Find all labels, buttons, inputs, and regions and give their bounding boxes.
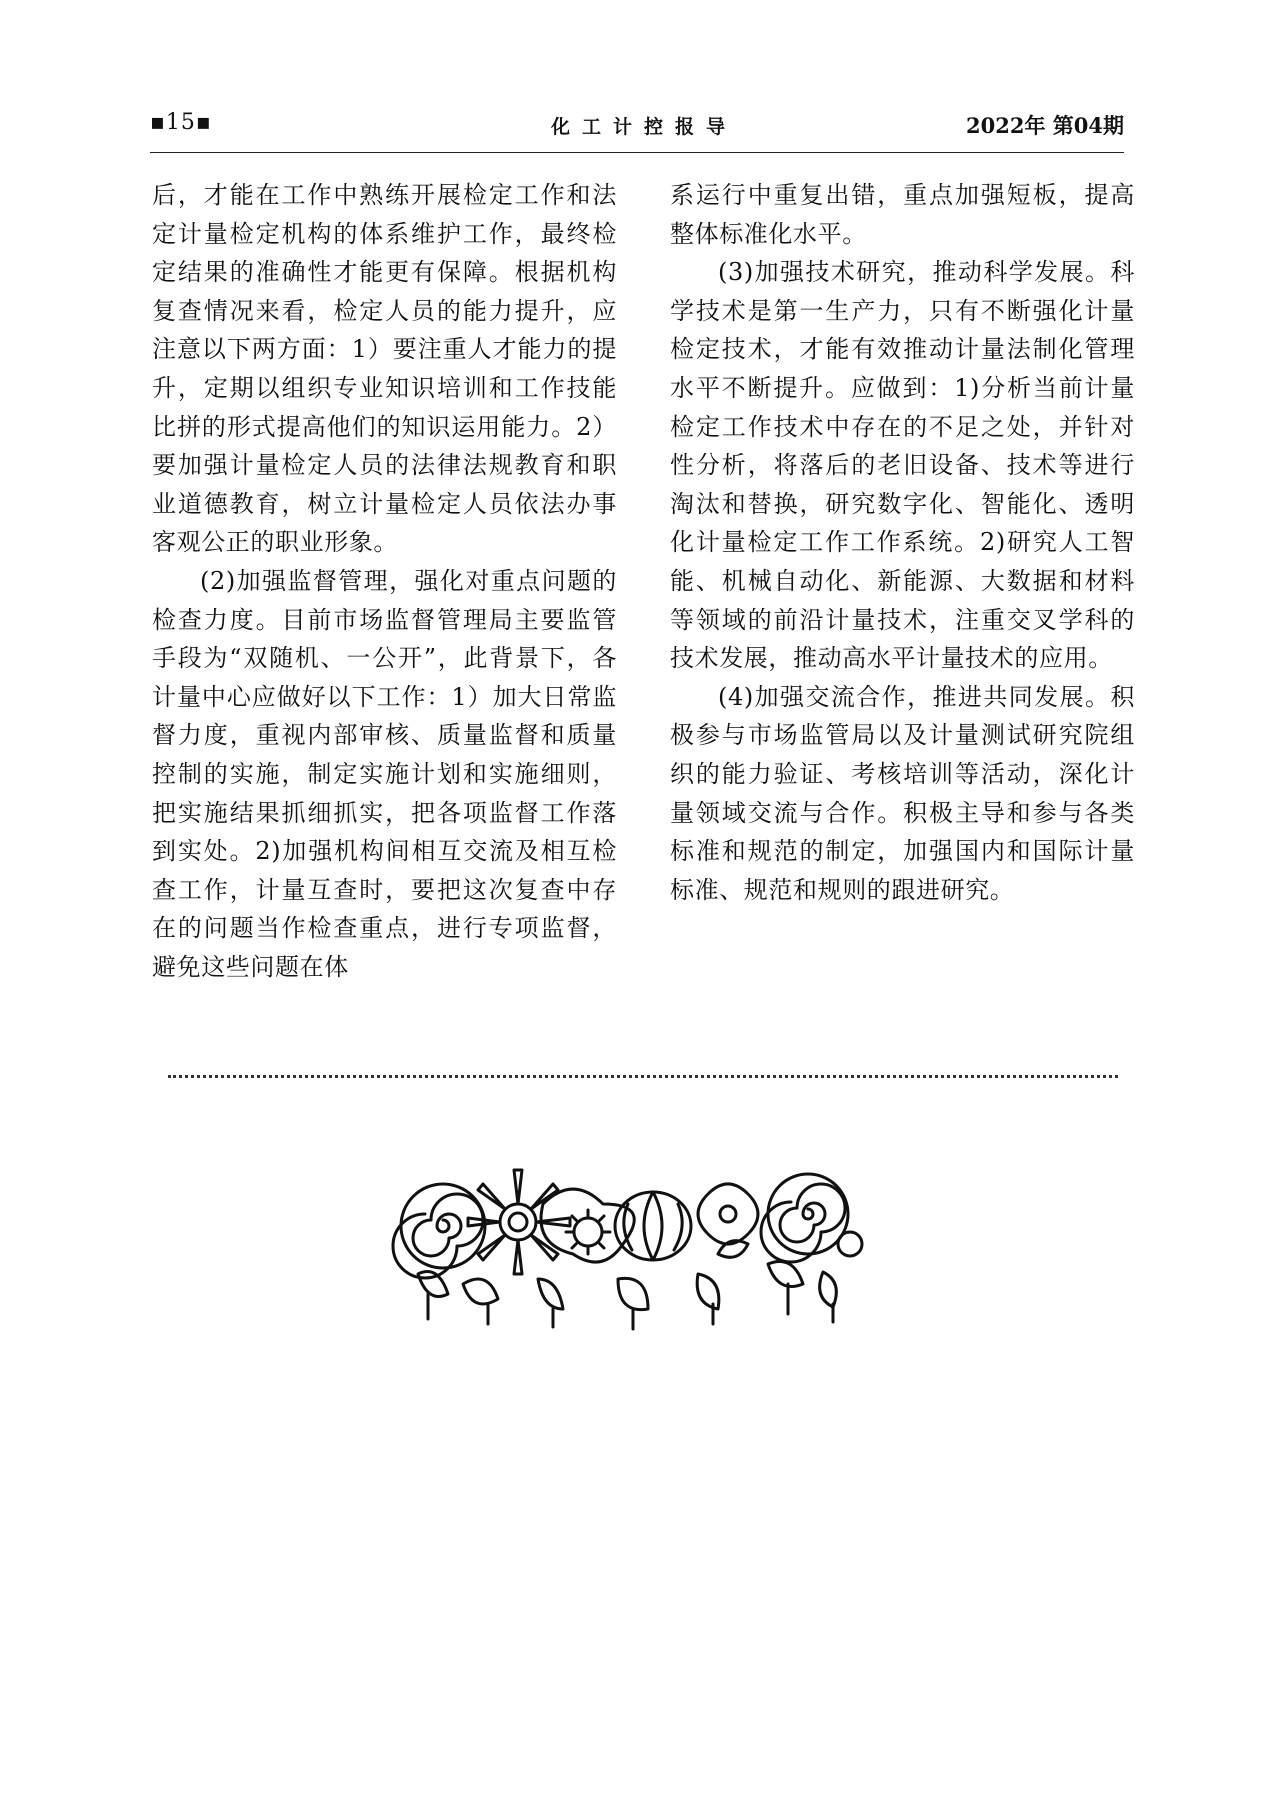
dotted-divider [168, 1075, 1118, 1078]
paragraph: (4)加强交流合作，推进共同发展。积极参与市场监管局以及计量测试研究院组织的能力验证、考核培训等活动，深化计量领域交流与合作。积极主导和参与各类标准和规范的制定，加强国内和国际计量标准、规范和规则的跟进研究。 [670, 682, 1135, 904]
paragraph: 系运行中重复出错，重点加强短板，提高整体标准化水平。 [670, 181, 1135, 248]
rose-spiral-icon [393, 1184, 485, 1278]
issue-label: 2022年 第04期 [966, 113, 1124, 138]
flower-ornament-icon [388, 1164, 868, 1334]
page-header [150, 108, 1124, 153]
left-column [152, 176, 617, 986]
paragraph: (3)加强技术研究，推动科学发展。科学技术是第一生产力，只有不断强化计量检定技术，才能有效推动计量法制化管理水平不断提升。应做到：1)分析当前计量检定工作技术中存在的不足之处，并针对性分析，将落后的老旧设备、技术等进行淘汰和替换，研究数字化、智能化、透明化计量检定工作工作系统。2)研究人工智能、机械自动化、新能源、大数据和材料等领域的前沿计量技术，注重交叉学科的技术发展，推动高水平计量技术的应用。 [670, 258, 1135, 673]
page-number: ▪15▪ [150, 110, 212, 135]
right-column [670, 176, 1135, 909]
journal-title: 化工计控报导 [550, 116, 737, 138]
leaves-icon [418, 1262, 836, 1330]
paragraph: (2)加强监督管理，强化对重点问题的检查力度。目前市场监督管理局主要监管手段为“双随机、一公开”，此背景下，各计量中心应做好以下工作：1）加大日常监督力度，重视内部审核、质量监督和质量控制的实施，制定实施计划和实施细则，把实施结果抓细抓实，把各项监督工作落到实处。2)加强机构间相互交流及相互检查工作，计量互查时，要把这次复查中存在的问题当作检查重点，进行专项监督，避免这些问题在体 [152, 566, 617, 981]
rose-spiral-icon [761, 1174, 862, 1262]
leafy-flower-icon [698, 1184, 758, 1257]
peony-icon [615, 1192, 691, 1260]
paragraph: 后，才能在工作中熟练开展检定工作和法定计量检定机构的体系维护工作，最终检定结果的准确性才能更有保障。根据机构复查情况来看，检定人员的能力提升，应注意以下两方面：1）要注重人才能力的提升，定期以组织专业知识培训和工作技能比拼的形式提高他们的知识运用能力。2）要加强计量检定人员的法律法规教育和职业道德教育，树立计量检定人员依法办事客观公正的职业形象。 [152, 181, 617, 557]
